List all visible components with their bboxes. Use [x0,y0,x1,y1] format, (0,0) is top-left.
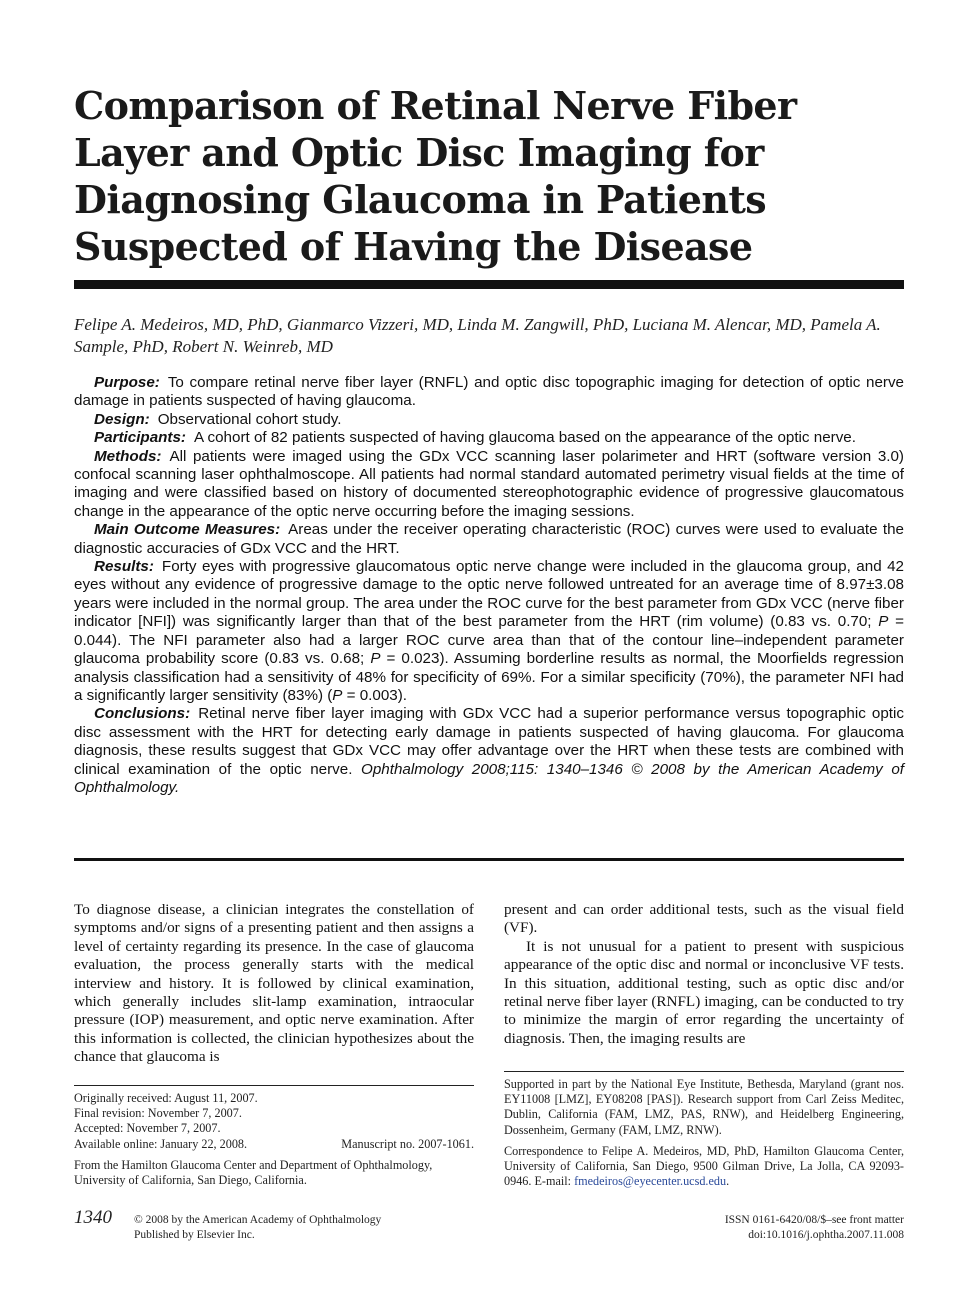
footnote-rule-left [74,1085,474,1086]
outcome-text: Areas under the receiver operating characteristic (ROC) curves were used to evaluate the diagnostic accuracies of GDx VCC and the HRT. [74,521,904,557]
results-text-2: = 0.044). The NFI parameter also had a larger ROC curve area than that of the contour line–independent parameter glaucoma probability score (0.83 vs. 0.68; [74,613,904,668]
abstract-design [74,411,904,429]
affiliation: From the Hamilton Glaucoma Center and Department of Ophthalmology, University of California, San Diego, California. [74,1157,433,1188]
email-link[interactable]: fmedeiros@eyecenter.ucsd.edu [574,1174,727,1189]
correspondence-note: Correspondence to Felipe A. Medeiros, MD, PhD, Hamilton Glaucoma Center, University of California, San Diego, 9500 Gilman Drive, La Jolla, CA 92093-0946. E-mail: fmedeiros@eyecenter.ucsd.edu. [504,1143,904,1189]
design-text: Observational cohort study. [157,410,342,428]
body-paragraph: present and can order additional tests, such as the visual field (VF). [504,901,904,937]
page-number: 1340 [74,1207,112,1228]
design-label: Design: [94,410,150,428]
accepted-date: Accepted: November 7, 2007. [74,1121,221,1136]
copyright-line: © 2008 by the American Academy of Ophthalmology [134,1214,382,1226]
p-value-symbol: P [370,650,381,668]
body-column-left [74,901,474,1067]
manuscript-number: Manuscript no. 2007-1061. [341,1136,474,1151]
article-title: Comparison of Retinal Nerve Fiber Layer and Optic Disc Imaging for Diagnosing Glaucoma in Patients Suspected of Having the Disease [74,83,797,269]
p-value-symbol: P [878,613,889,631]
participants-label: Participants: [94,429,186,447]
issn-info [725,1213,904,1243]
purpose-text: To compare retinal nerve fiber layer (RNFL) and optic disc topographic imaging for detection of optic nerve damage in patients suspected of having glaucoma. [74,374,904,410]
participants-text: A cohort of 82 patients suspected of having glaucoma based on the appearance of the optic nerve. [194,429,856,447]
abstract [74,374,904,797]
body-paragraph: It is not unusual for a patient to present with suspicious appearance of the optic disc and normal or inconclusive VF tests. In this situation, additional testing, such as optic disc and/or retinal nerve fiber layer (RNFL) imaging, can be conducted to try to minimize the margin of error regarding the uncertainty of diagnosis. Then, the imaging results are [504,937,904,1047]
title-rule [74,280,904,289]
p-value-symbol: P [332,686,343,704]
results-text-4: = 0.003). [342,686,408,704]
journal-citation: Ophthalmology 2008;115: 1340–1346 © 2008 by the American Academy of Ophthalmology. [74,760,904,796]
correspondence-text: Correspondence to Felipe A. Medeiros, MD, PhD, Hamilton Glaucoma Center, University of California, San Diego, 9500 Gilman Drive, La Jolla, CA 92093-0946. E-mail: [504,1143,904,1189]
outcome-label: Main Outcome Measures: [94,521,281,539]
footnotes-left [74,1091,474,1188]
abstract-outcome [74,521,904,558]
issn-line: ISSN 0161-6420/08/$–see front matter [724,1214,904,1226]
received-date: Originally received: August 11, 2007. [74,1091,258,1105]
purpose-label: Purpose: [94,374,160,391]
funding-note: Supported in part by the National Eye Institute, Bethesda, Maryland (grant nos. EY11008 [LMZ], EY08208 [PAS]). Research support from Carl Zeiss Meditec, Dublin, California (FAM, LMZ, PAS, RNW), and Heidelberg Engineering, Dossenheim, Germany (FAM, LMZ, RNW). [504,1077,904,1137]
online-row [74,1137,474,1152]
body-paragraph: To diagnose disease, a clinician integrates the constellation of symptoms and/or signs of a presenting patient and then assigns a level of certainty regarding its presence. In the case of glaucoma evaluation, the process generally starts with the medical interview and history. It is followed by clinical examination, which generally includes slit-lamp examination, intraocular pressure (IOP) measurement, and optic nerve examination. After this information is collected, the clinician hypothesizes about the chance that glaucoma is [74,901,474,1066]
methods-text: All patients were imaged using the GDx VCC scanning laser polarimeter and HRT (software version 3.0) confocal scanning laser ophthalmoscope. All patients had normal standard automated perimetry visual fields at the time of imaging and were classified based on history of documented stereophotographic evidence of progressive glaucomatous change in the appearance of the optic nerve occurring before the imaging sessions. [74,447,904,520]
doi-line: doi:10.1016/j.ophtha.2007.11.008 [748,1229,904,1241]
abstract-purpose [74,374,904,411]
results-label: Results: [94,558,154,576]
publisher-line: Published by Elsevier Inc. [134,1229,255,1241]
abstract-results [74,558,904,705]
conclusions-label: Conclusions: [94,705,191,723]
publisher-info [134,1213,381,1243]
results-text-3: = 0.023). Assuming borderline results as normal, the Moorfields regression analysis classification had a sensitivity of 48% for specificity of 69%. For a similar specificity (70%), the parameter NFI had a significantly larger sensitivity (83%) ( [74,650,904,704]
author-list: Felipe A. Medeiros, MD, PhD, Gianmarco Vizzeri, MD, Linda M. Zangwill, PhD, Luciana M. Alencar, MD, Pamela A. Sample, PhD, Robert N. Weinreb, MD [74,315,881,356]
revision-date: Final revision: November 7, 2007. [74,1106,242,1121]
abstract-methods [74,448,904,522]
abstract-conclusions [74,705,904,797]
methods-label: Methods: [94,447,162,465]
results-text-1: Forty eyes with progressive glaucomatous optic nerve change were included in the glaucoma group, and 42 eyes without any evidence of progressive damage to the optic nerve followed untreated for an average time of 8.97±3.08 years were included in the normal group. The area under the ROC curve for the best parameter from GDx VCC (nerve fiber indicator [NFI]) was significantly larger than that of the best parameter from the HRT (rim volume) (0.83 vs. 0.70; [74,558,904,631]
abstract-rule [74,858,904,861]
online-date: Available online: January 22, 2008. [74,1136,248,1151]
body-column-right [504,901,904,1048]
abstract-participants [74,429,904,447]
footnote-rule-right [504,1071,904,1072]
footnotes-right [504,1077,904,1189]
conclusions-text: Retinal nerve fiber layer imaging with GDx VCC had a superior performance versus topographic optic disc assessment with the HRT for detecting early damage in patients suspected of having glaucoma. For glaucoma diagnosis, these results suggest that GDx VCC may offer advantage over the HRT when these tests are combined with clinical examination of the optic nerve. [74,705,904,778]
